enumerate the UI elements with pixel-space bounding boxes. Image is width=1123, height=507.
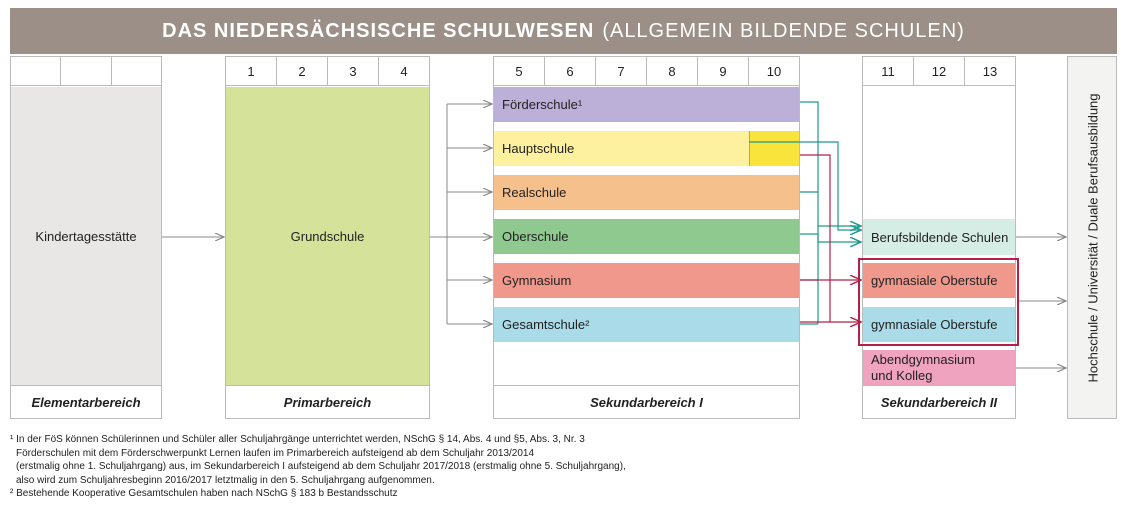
- arrows-sek1-to-gymnasiale-oberstufe: [800, 155, 861, 322]
- footnote-1-line-3: (erstmalig ohne 1. Schuljahrgang) aus, im Sekundarbereich I aufsteigend ab dem Schuljahr 2017/2018 (erstmalig ohne 5. Schuljahrgang),: [16, 461, 626, 472]
- sekundarbereich-1-label: Sekundarbereich I: [493, 385, 800, 419]
- hauptschule-label: Hauptschule: [502, 141, 575, 156]
- footnotes: [10, 433, 1110, 501]
- sekundarbereich-2-label: Sekundarbereich II: [862, 385, 1016, 419]
- title-light: (ALLGEMEIN BILDENDE SCHULEN): [602, 19, 965, 42]
- primarbereich-label: Primarbereich: [225, 385, 430, 419]
- hochschule-label: Hochschule / Universität / Duale Berufsausbildung: [1085, 93, 1101, 383]
- grundschule-label: Grundschule: [290, 228, 365, 244]
- year-3: 3: [327, 56, 379, 86]
- berufsbildende-schulen-label: Berufsbildende Schulen: [871, 229, 1009, 245]
- elementarbereich-label: Elementarbereich: [10, 385, 162, 419]
- year-5: 5: [493, 56, 545, 86]
- year-10: 10: [748, 56, 800, 86]
- foerderschule-label: Förderschule¹: [502, 97, 583, 112]
- year-2: 2: [276, 56, 328, 86]
- kindertagesstaette-label: Kindertagesstätte: [35, 228, 137, 244]
- arrows-sek2-to-hochschule: [1016, 237, 1066, 368]
- year-12: 12: [913, 56, 965, 86]
- year-4: 4: [378, 56, 430, 86]
- footnote-2: ² Bestehende Kooperative Gesamtschulen haben nach NSchG § 183 b Bestandsschutz: [10, 488, 398, 499]
- gymnasiale-oberstufe-label-1: gymnasiale Oberstufe: [871, 273, 998, 288]
- footnote-1-line-2: Förderschulen mit dem Förderschwerpunkt Lernen laufen im Primarbereich aufsteigend ab dem Schuljahr 2013/2014: [16, 447, 535, 459]
- year-1: 1: [225, 56, 277, 86]
- oberschule-label: Oberschule: [502, 229, 569, 244]
- year-8: 8: [646, 56, 698, 86]
- arrow-grundschule-to-sek1: [430, 104, 492, 324]
- gesamtschule-label: Gesamtschule²: [502, 317, 590, 332]
- realschule-label: Realschule: [502, 185, 567, 200]
- title-bold: DAS NIEDERSÄCHSISCHE SCHULWESEN: [162, 19, 595, 42]
- year-6: 6: [544, 56, 596, 86]
- footnote-1-line-4: also wird zum Schuljahresbeginn 2016/2017 letztmalig in den 5. Schuljahrgang aufgenommen.: [16, 474, 435, 486]
- year-7: 7: [595, 56, 647, 86]
- year-11: 11: [862, 56, 914, 86]
- gymnasiale-oberstufe-label-2: gymnasiale Oberstufe: [871, 317, 998, 332]
- footnote-1-line-1: ¹ In der FöS können Schülerinnen und Schüler aller Schuljahrgänge unterrichtet werden, NSchG § 14, Abs. 4 und §5, Abs. 3, Nr. 3: [10, 434, 585, 445]
- year-13: 13: [964, 56, 1016, 86]
- gymnasium-label: Gymnasium: [502, 273, 572, 288]
- year-9: 9: [697, 56, 749, 86]
- arrows-sek1-to-berufsbildende: [749, 102, 861, 324]
- abendgymnasium-label: Abendgymnasium und Kolleg: [871, 351, 976, 383]
